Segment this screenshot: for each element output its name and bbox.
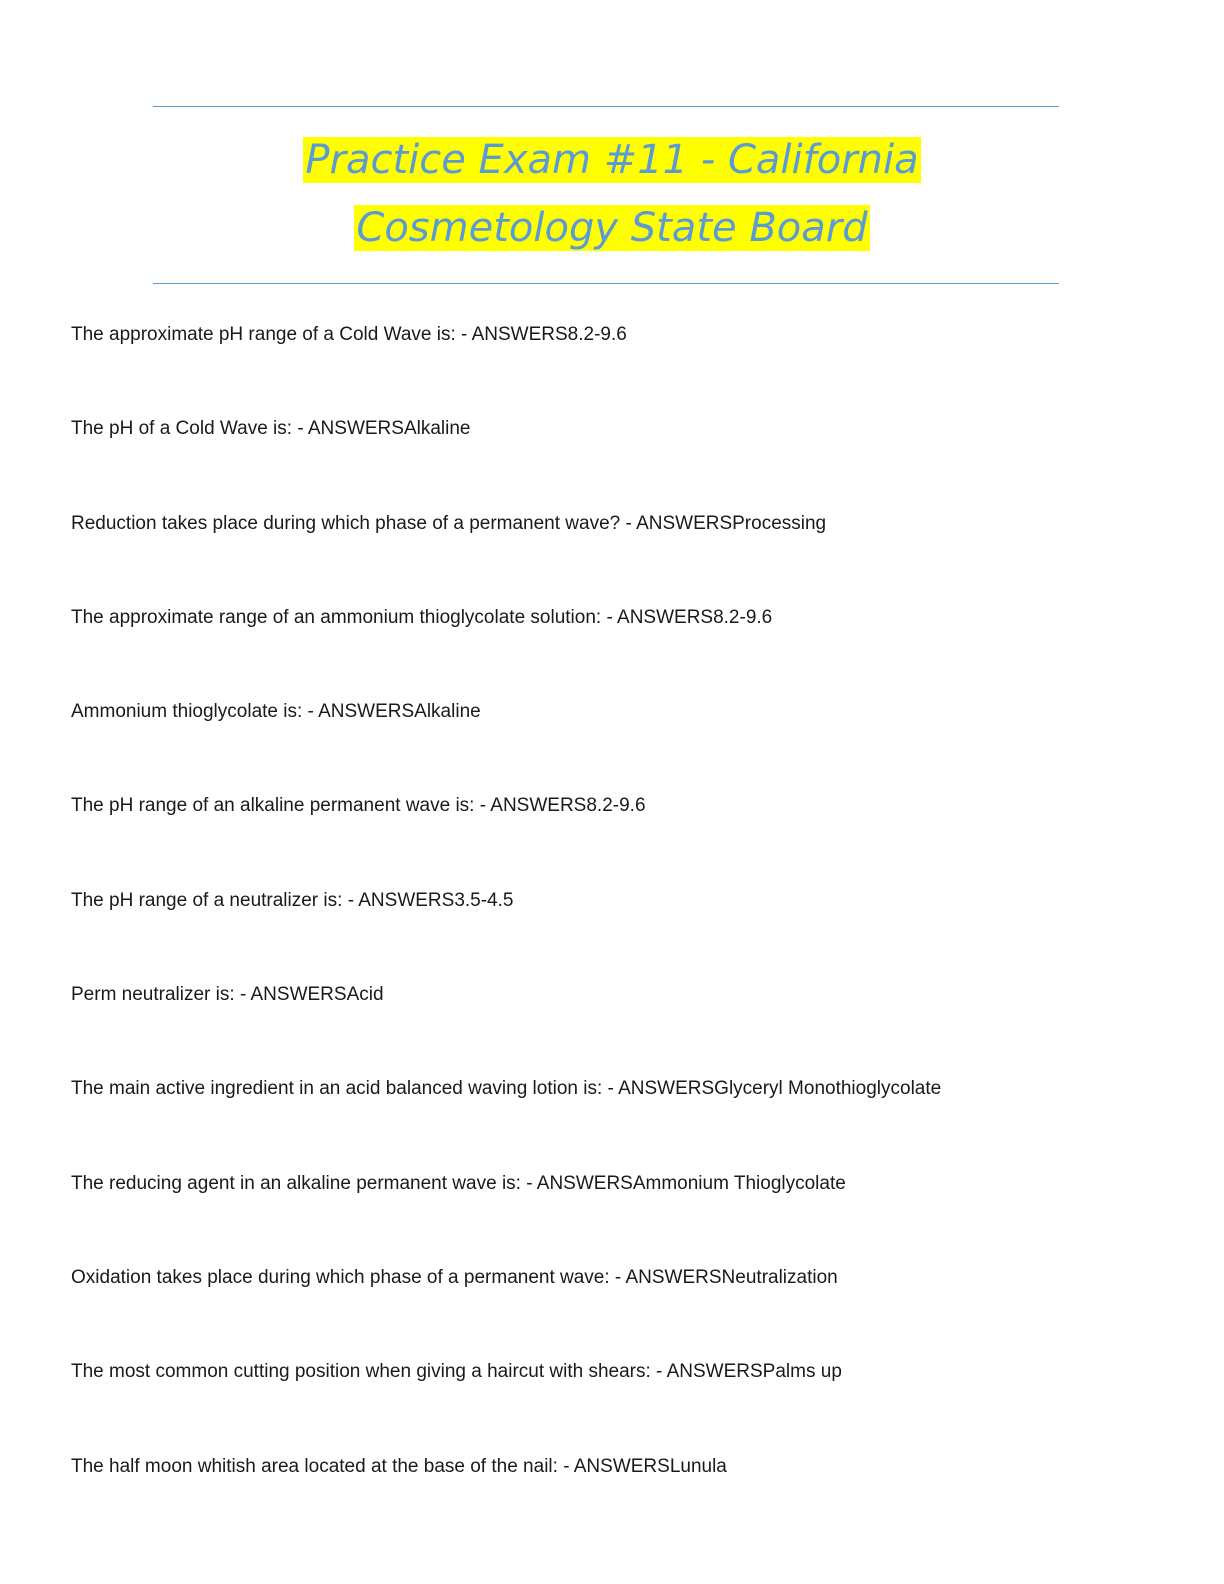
document-title [0, 126, 1224, 262]
title-bottom-rule [153, 283, 1059, 284]
qa-item: The pH range of an alkaline permanent wave is: - ANSWERS8.2-9.6 [71, 795, 646, 817]
title-top-rule [153, 106, 1059, 107]
title-line-1: Practice Exam #11 - California [305, 137, 919, 183]
qa-item: Ammonium thioglycolate is: - ANSWERSAlkaline [71, 701, 481, 723]
qa-item: The most common cutting position when giving a haircut with shears: - ANSWERSPalms up [71, 1361, 842, 1383]
qa-item: The approximate pH range of a Cold Wave is: - ANSWERS8.2-9.6 [71, 324, 627, 345]
question-answer-list [71, 318, 1191, 1544]
qa-item: The reducing agent in an alkaline permanent wave is: - ANSWERSAmmonium Thioglycolate [71, 1172, 846, 1194]
title-line-2: Cosmetology State Board [356, 205, 868, 251]
qa-item: Oxidation takes place during which phase of a permanent wave: - ANSWERSNeutralization [71, 1266, 838, 1288]
qa-item: The main active ingredient in an acid balanced waving lotion is: - ANSWERSGlyceryl Monothioglycolate [71, 1078, 942, 1100]
qa-item: Reduction takes place during which phase of a permanent wave? - ANSWERSProcessing [71, 512, 827, 534]
qa-item: Perm neutralizer is: - ANSWERSAcid [71, 984, 384, 1006]
qa-item: The half moon whitish area located at the base of the nail: - ANSWERSLunula [71, 1455, 727, 1477]
qa-item: The pH range of a neutralizer is: - ANSWERS3.5-4.5 [71, 889, 514, 911]
qa-item: The pH of a Cold Wave is: - ANSWERSAlkaline [71, 418, 471, 440]
qa-item: The approximate range of an ammonium thioglycolate solution: - ANSWERS8.2-9.6 [71, 606, 773, 628]
